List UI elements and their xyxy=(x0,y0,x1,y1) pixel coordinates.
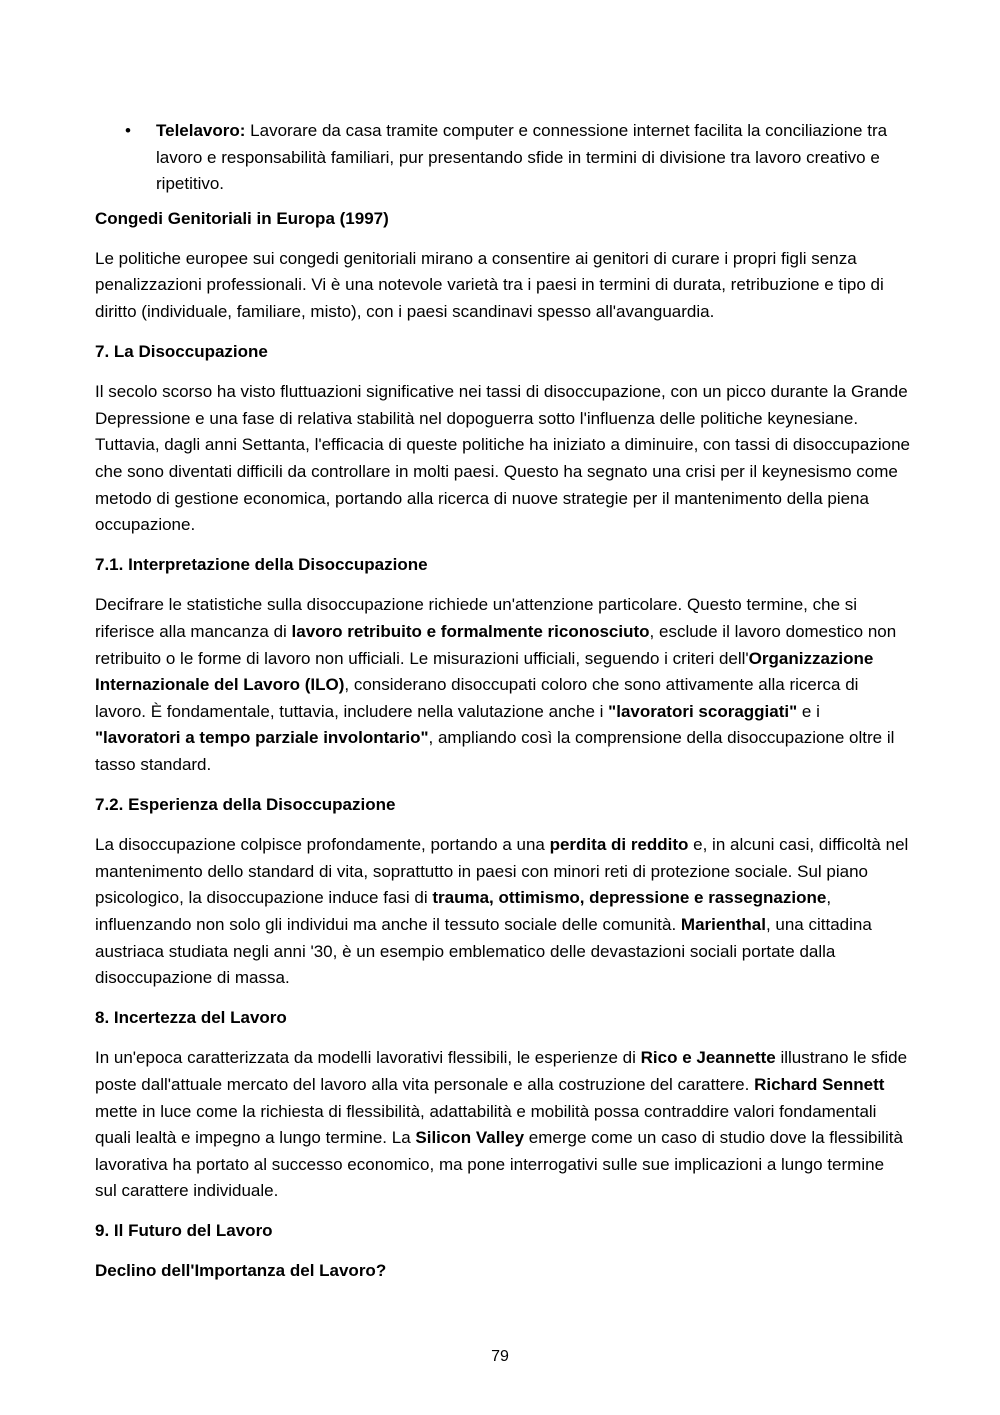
section-heading-disoccupazione: 7. La Disoccupazione xyxy=(95,342,268,362)
section-heading-incertezza: 8. Incertezza del Lavoro xyxy=(95,1008,287,1028)
text-run: , una cittadina austriaca studiata negli anni '30, è un esempio emblematico delle devastazioni sociali portate dalla disoccupazione di massa. xyxy=(95,914,872,988)
bullet-term: Telelavoro: xyxy=(156,121,246,140)
text-run: e i xyxy=(797,701,820,721)
list-item xyxy=(95,118,910,198)
bold-term: Marienthal xyxy=(680,914,766,934)
text-run: , esclude il lavoro domestico non retribuito o le forme di lavoro non ufficiali. Le misurazioni ufficiali, seguendo i criteri dell' xyxy=(95,622,897,668)
section-subheading-declino: Declino dell'Importanza del Lavoro? xyxy=(95,1261,387,1281)
page-content xyxy=(95,118,910,1299)
bullet-text: Lavorare da casa tramite computer e connessione internet facilita la conciliazione tra lavoro e responsabilità familiari, pur presentando sfide in termini di divisione tra lavoro creativo e ripetitivo. xyxy=(156,121,888,194)
text-run: La disoccupazione colpisce profondamente, portando a una xyxy=(95,835,550,855)
text-run: Decifrare le statistiche sulla disoccupazione richiede un'attenzione particolare. Questo termine, che si riferisce alla mancanza di xyxy=(95,595,858,641)
bold-term: Silicon Valley xyxy=(415,1128,525,1148)
text-run: , ampliando così la comprensione della disoccupazione oltre il tasso standard. xyxy=(95,728,895,774)
section-heading-congedi: Congedi Genitoriali in Europa (1997) xyxy=(95,208,389,228)
section-heading-futuro: 9. Il Futuro del Lavoro xyxy=(95,1221,273,1241)
bold-term: "lavoratori scoraggiati" xyxy=(608,701,798,721)
text-run: mette in luce come la richiesta di flessibilità, adattabilità e mobilità possa contraddire valori fondamentali quali lealtà e impegno a lungo termine. La xyxy=(95,1101,877,1148)
paragraph-disoccupazione: Il secolo scorso ha visto fluttuazioni significative nei tassi di disoccupazione, con un picco durante la Grande Depressione e una fase di relativa stabilità nel dopoguerra sotto l'influenza delle politiche keynesiane. Tuttavia, dagli anni Settanta, l'efficacia di queste politiche ha iniziato a diminuire, con tassi di disoccupazione che sono diventati difficili da controllare in molti paesi. Questo ha segnato una crisi per il keynesismo come metodo di gestione economica, portando alla ricerca di nuove strategie per il mantenimento della piena occupazione. xyxy=(95,382,911,535)
paragraph-incertezza xyxy=(95,1045,910,1205)
bold-term: perdita di reddito xyxy=(549,835,689,855)
bold-term: lavoro retribuito e formalmente riconosciuto xyxy=(291,622,650,641)
text-run: e, in alcuni casi, difficoltà nel mantenimento dello standard di vita, soprattutto in paesi con minori reti di protezione sociale. Sul piano psicologico, la disoccupazione induce fasi di xyxy=(95,835,909,908)
text-run: In un'epoca caratterizzata da modelli lavorativi flessibili, le esperienze di xyxy=(95,1048,641,1068)
text-run: , influenzando non solo gli individui ma anche il tessuto sociale delle comunità. xyxy=(95,888,832,934)
text-run: , considerano disoccupati coloro che sono attivamente alla ricerca di lavoro. È fondamentale, tuttavia, includere nella valutazione anche i xyxy=(95,675,859,721)
page-number: 79 xyxy=(491,1348,509,1365)
bullet-icon: • xyxy=(125,121,131,140)
bold-term: trauma, ottimismo, depressione e rassegnazione xyxy=(432,888,827,908)
bold-term: Organizzazione Internazionale del Lavoro (ILO) xyxy=(95,648,874,695)
paragraph-interpretazione xyxy=(95,592,910,778)
paragraph-congedi: Le politiche europee sui congedi genitoriali mirano a consentire ai genitori di curare i propri figli senza penalizzazioni professionali. Vi è una notevole varietà tra i paesi in termini di durata, retribuzione e tipo di diritto (individuale, familiare, misto), con i paesi scandinavi spesso all'avanguardia. xyxy=(95,248,884,322)
bold-term: Rico e Jeannette xyxy=(640,1048,776,1068)
text-run: illustrano le sfide poste dall'attuale mercato del lavoro alla vita personale e alla costruzione del carattere. xyxy=(95,1048,908,1094)
section-heading-interpretazione: 7.1. Interpretazione della Disoccupazione xyxy=(95,555,428,575)
bold-term: Richard Sennett xyxy=(754,1074,885,1094)
bold-term: "lavoratori a tempo parziale involontario" xyxy=(95,728,429,748)
text-run: emerge come un caso di studio dove la flessibilità lavorativa ha portato al successo economico, ma pone interrogativi sulle sue implicazioni a lungo termine sul carattere individuale. xyxy=(95,1128,903,1201)
paragraph-esperienza xyxy=(95,832,910,992)
section-heading-esperienza: 7.2. Esperienza della Disoccupazione xyxy=(95,795,396,815)
